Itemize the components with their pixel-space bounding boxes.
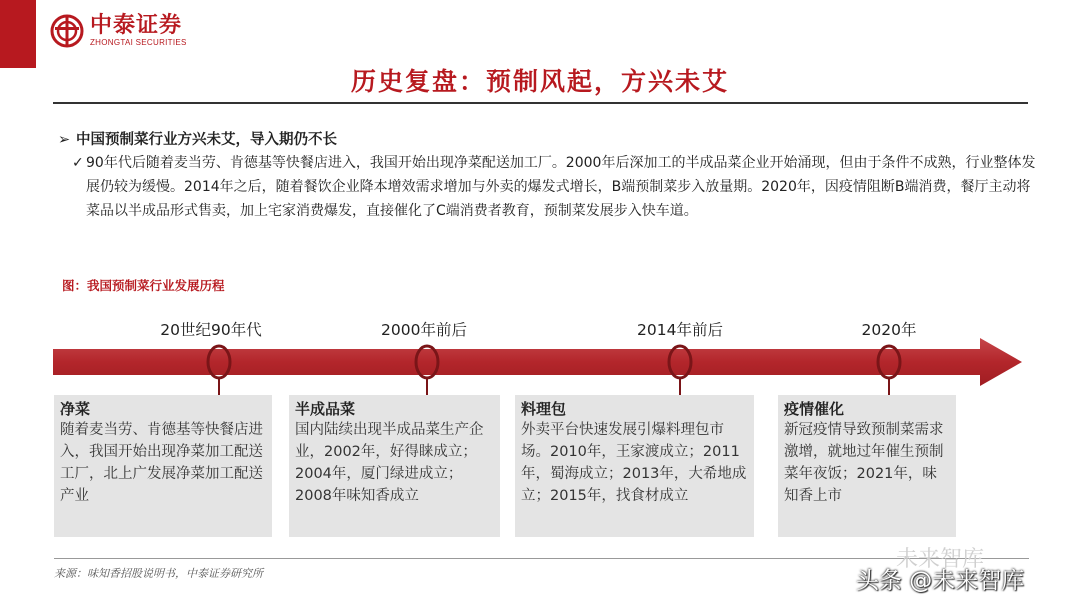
card-body: 新冠疫情导致预制菜需求激增，就地过年催生预制菜年夜饭；2021年，味知香上市 [784,422,944,504]
logo-chinese-name: 中泰证券 [90,13,183,38]
bullet-heading [58,128,337,149]
footer-divider [54,558,1029,559]
card-body: 国内陆续出现半成品菜生产企业，2002年，好得睐成立；2004年，厦门绿进成立；2008年味知香成立 [295,422,484,504]
card-body: 外卖平台快速发展引爆料理包市场。2010年，王家渡成立；2011年，蜀海成立；2013年，大希地成立；2015年，找食材成立 [521,422,747,504]
card-title: 半成品菜 [295,400,356,418]
timeline-arrow [0,300,1080,410]
card-title: 疫情催化 [784,400,845,418]
company-logo [50,14,187,48]
figure-title: 图：我国预制菜行业发展历程 [62,278,225,293]
logo-english-name: ZHONGTAI SECURITIES [90,38,187,47]
year-label: 20世纪90年代 [160,321,262,339]
year-label: 2000年前后 [381,321,467,339]
bullet-paragraph-text: 90年代后随着麦当劳、肯德基等快餐店进入，我国开始出现净菜配送加工厂。2000年后深加工的半成品菜企业开始涌现，但由于条件不成熟，行业整体发展仍较为缓慢。2014年之后，随着餐饮企业降本增效需求增加与外卖的爆发式增长，B端预制菜步入放量期。2020年，因疫情阻断B端消费，餐厅主动将菜品以半成品形式售卖，加上宅家消费爆发，直接催化了C端消费者教育，预制菜发展步入快车道。 [86,155,1036,219]
checkmark-icon: ✓ [72,155,84,171]
left-accent-bar [0,0,36,68]
page-title: 历史复盘：预制风起，方兴未艾 [350,67,729,96]
zhongtai-logo-icon [50,14,84,48]
year-label: 2014年前后 [637,321,723,339]
arrow-bullet-icon: ➢ [58,132,71,148]
timeline-card [54,395,272,537]
title-divider [53,102,1028,104]
timeline-card [778,395,956,537]
card-body: 随着麦当劳、肯德基等快餐店进入，我国开始出现净菜加工配送工厂，北上广发展净菜加工配送产业 [60,422,263,504]
bullet-paragraph [72,151,1036,223]
timeline-card [515,395,754,537]
bullet-heading-text: 中国预制菜行业方兴未艾，导入期仍不长 [76,132,337,148]
card-title: 净菜 [60,400,91,418]
source-note: 来源：味知香招股说明书，中泰证券研究所 [54,567,263,580]
timeline-card [289,395,500,537]
watermark: 未来智库 [896,547,985,572]
card-title: 料理包 [521,400,567,418]
year-label: 2020年 [861,321,917,339]
watermark-toutiao: 头条 @未来智库 [856,568,1025,594]
